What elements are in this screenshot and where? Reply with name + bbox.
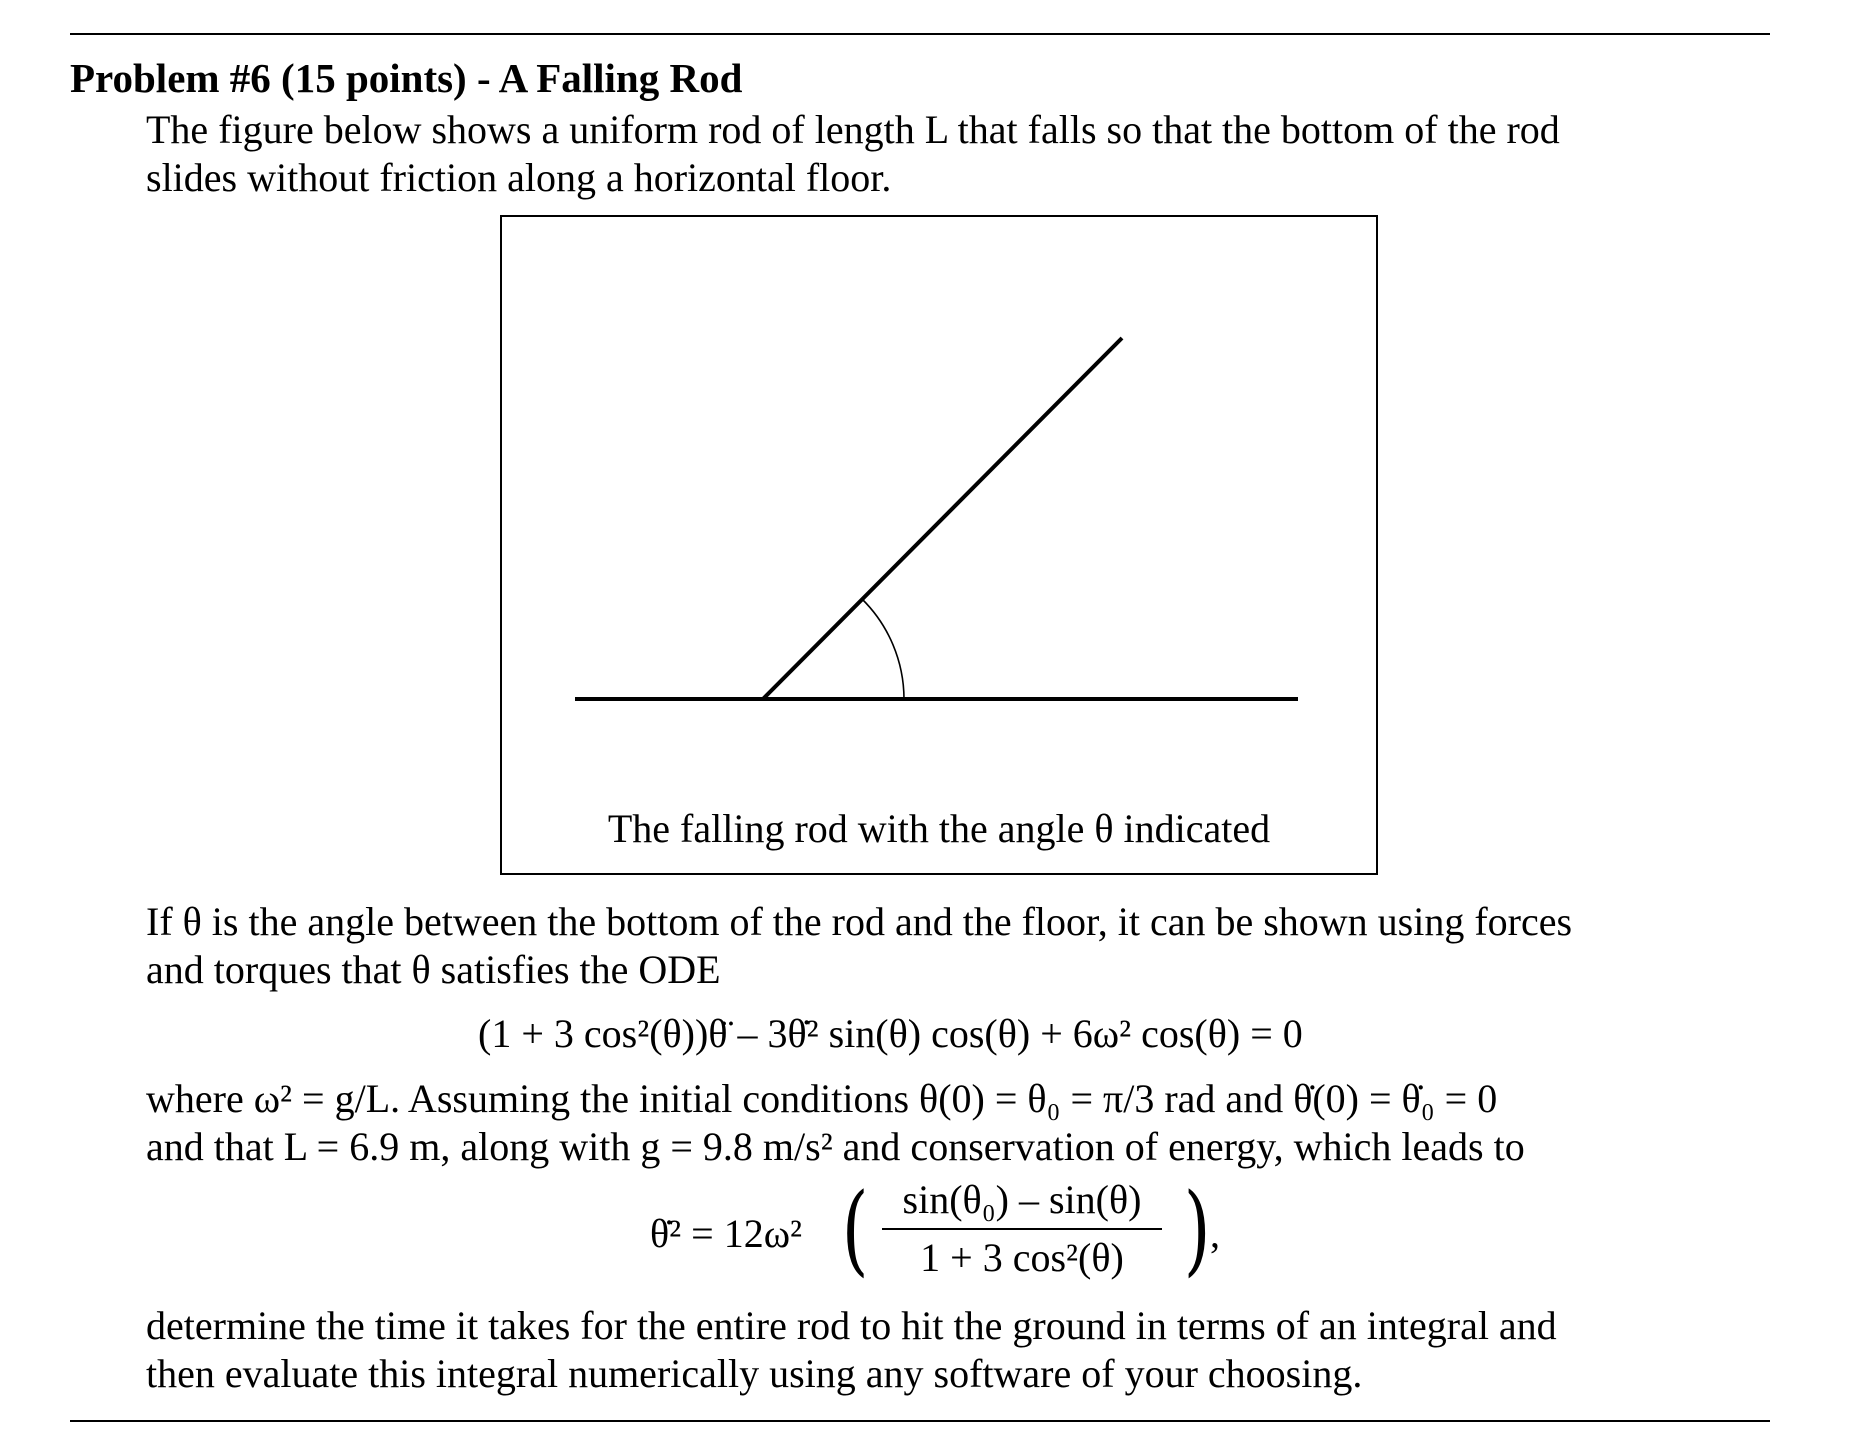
- problem-title: Problem #6 (15 points) - A Falling Rod: [70, 55, 743, 101]
- figure-caption: The falling rod with the angle θ indicated: [607, 806, 1271, 851]
- right-paren-icon: ): [1183, 1173, 1211, 1287]
- rod-line: [763, 338, 1122, 699]
- intro-line-2: slides without friction along a horizontal floor.: [146, 155, 892, 200]
- energy-lhs: θ̇² = 12ω²: [650, 1211, 803, 1256]
- ode-equation: (1 + 3 cos²(θ))θ̈ – 3θ̇² sin(θ) cos(θ) + 6ω² cos(θ) = 0: [478, 1011, 1303, 1056]
- bottom-rule: [70, 1420, 1770, 1422]
- ode-intro-paragraph: [146, 898, 1572, 994]
- conditions-line-1: where ω² = g/L. Assuming the initial conditions θ(0) = θ₀ = π/3 rad and θ̇(0) = θ̇₀ = 0: [146, 1076, 1498, 1121]
- trailing-comma: ,: [1210, 1211, 1220, 1256]
- conditions-line-2: and that L = 6.9 m, along with g = 9.8 m/s² and conservation of energy, which leads to: [146, 1124, 1525, 1169]
- energy-denominator: 1 + 3 cos²(θ): [920, 1235, 1124, 1280]
- left-paren-icon: (: [841, 1173, 869, 1287]
- ode-intro-line-2: and torques that θ satisfies the ODE: [146, 947, 721, 992]
- fraction-bar: [882, 1228, 1162, 1230]
- top-rule: [70, 33, 1770, 35]
- energy-numerator: sin(θ₀) – sin(θ): [902, 1177, 1142, 1222]
- task-line-1: determine the time it takes for the entire rod to hit the ground in terms of an integral and: [146, 1303, 1557, 1348]
- ode-intro-line-1: If θ is the angle between the bottom of the rod and the floor, it can be shown using forces: [146, 899, 1573, 944]
- intro-paragraph: [146, 106, 1560, 202]
- task-paragraph: [146, 1302, 1557, 1398]
- energy-equation: [650, 1173, 1250, 1296]
- task-line-2: then evaluate this integral numerically using any software of your choosing.: [146, 1351, 1363, 1396]
- angle-arc: [862, 599, 904, 699]
- figure-frame: [500, 215, 1378, 875]
- rod-diagram: [502, 217, 1376, 873]
- conditions-paragraph: [146, 1075, 1525, 1171]
- intro-line-1: The figure below shows a uniform rod of length L that falls so that the bottom of the rod: [146, 107, 1560, 152]
